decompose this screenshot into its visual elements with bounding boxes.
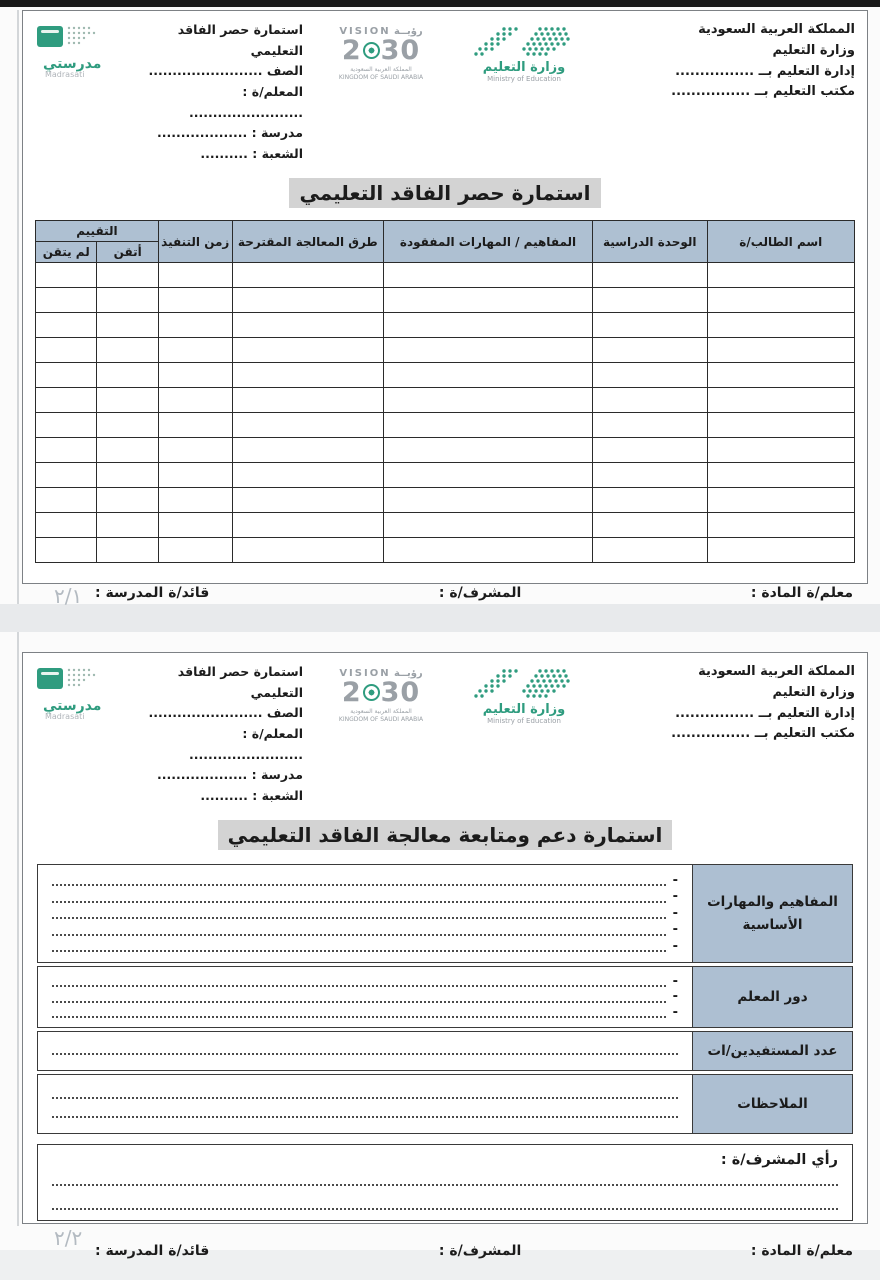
table-row: [36, 513, 855, 538]
ministry-name-arabic: وزارة التعليم: [482, 702, 566, 717]
supervisor-signature-label: المشرف/ة :: [438, 1243, 522, 1260]
section-lines: [38, 865, 692, 962]
dotted-line: [52, 1178, 838, 1186]
madrasati-book-icon: [35, 666, 113, 696]
learning-loss-inventory-table: [35, 220, 855, 563]
dotted-fill: [52, 1110, 678, 1118]
table-cell: [158, 438, 232, 463]
form-lines-block: [131, 662, 303, 806]
table-cell: [707, 438, 854, 463]
madrasati-logo: [35, 20, 121, 79]
table-cell: [36, 363, 97, 388]
dotted-line: [52, 938, 678, 954]
dotted-fill: [52, 911, 666, 919]
dash-bullet: -: [672, 1004, 678, 1020]
table-cell: [384, 263, 593, 288]
principal-signature-label: قائد/ة المدرسة :: [95, 1243, 210, 1260]
section-label: المفاهيم والمهارات الأساسية: [692, 865, 852, 962]
page2-header: [23, 653, 867, 806]
table-cell: [232, 263, 384, 288]
table-cell: [707, 313, 854, 338]
dash-bullet: -: [672, 938, 678, 954]
table-cell: [384, 388, 593, 413]
header-line-education-admin: إدارة التعليم بــ ................: [675, 63, 855, 79]
table-cell: [97, 363, 158, 388]
table-cell: [232, 488, 384, 513]
page-number-2: ٢/٢: [54, 1226, 83, 1250]
dotted-fill: [52, 1178, 838, 1186]
dotted-line: [52, 1004, 678, 1020]
table-cell: [97, 288, 158, 313]
dotted-fill: [52, 944, 666, 952]
column-header-treatment-methods: طرق المعالجة المقترحة: [232, 221, 384, 263]
logos-block: [303, 20, 603, 83]
page1-signature-row: [23, 585, 867, 601]
table-cell: [384, 413, 593, 438]
dotted-line: [52, 989, 678, 1005]
section-label: الملاحظات: [692, 1075, 852, 1133]
vision-label: رؤيــة VISION: [339, 668, 423, 679]
table-cell: [707, 413, 854, 438]
table-cell: [158, 413, 232, 438]
dash-bullet: -: [672, 872, 678, 888]
vision-2030-year: 2 30: [341, 677, 421, 708]
table-cell: [592, 438, 707, 463]
table-cell: [707, 263, 854, 288]
madrasati-name-english: Madrasati: [45, 70, 85, 79]
dotted-line: [52, 889, 678, 905]
teacher-signature-label: معلم/ة المادة :: [750, 585, 853, 602]
principal-signature-label: قائد/ة المدرسة :: [95, 585, 210, 602]
madrasati-book-icon: [35, 24, 113, 54]
header-line-education-admin: إدارة التعليم بــ ................: [675, 705, 855, 721]
table-cell: [232, 288, 384, 313]
table-cell: [707, 538, 854, 563]
table-cell: [384, 313, 593, 338]
section-lines: [38, 967, 692, 1027]
section-lines: [38, 1075, 692, 1133]
scan-edge-top: [0, 0, 880, 7]
table-cell: [97, 413, 158, 438]
dotted-line: [52, 905, 678, 921]
vision-kingdom-caption: المملكة العربية السعودية KINGDOM OF SAUDI ARABIA: [338, 66, 424, 82]
page1-header: [23, 11, 867, 164]
saudi-emblem-icon: [363, 684, 380, 701]
table-cell: [158, 388, 232, 413]
dotted-fill: [52, 1047, 678, 1055]
table-cell: [36, 388, 97, 413]
inventory-table-body: [36, 263, 855, 563]
vision-2030-logo: [323, 26, 439, 83]
page-number-1: ٢/١: [54, 584, 83, 608]
table-cell: [232, 438, 384, 463]
logos-block: [303, 662, 603, 725]
section-notes: [37, 1074, 853, 1134]
table-cell: [158, 288, 232, 313]
vision-2030-logo: [323, 668, 439, 725]
table-cell: [97, 463, 158, 488]
table-cell: [36, 413, 97, 438]
dotted-fill: [52, 995, 666, 1003]
dotted-line: [52, 1202, 838, 1210]
supervisor-signature-label: المشرف/ة :: [438, 585, 522, 602]
form-line-teacher: المعلم/ة : ........................: [189, 83, 303, 120]
table-cell: [384, 438, 593, 463]
table-cell: [707, 338, 854, 363]
table-cell: [158, 363, 232, 388]
dotted-line: [52, 872, 678, 888]
form-info-block: [35, 662, 303, 806]
supervisor-opinion-box: [37, 1144, 853, 1221]
table-row: [36, 413, 855, 438]
table-cell: [592, 413, 707, 438]
table-cell: [592, 513, 707, 538]
table-cell: [97, 338, 158, 363]
table-cell: [707, 488, 854, 513]
column-header-missing-concepts: المفاهيم / المهارات المفقودة: [384, 221, 593, 263]
table-row: [36, 463, 855, 488]
dotted-line: [52, 1047, 678, 1055]
table-row: [36, 263, 855, 288]
madrasati-logo: [35, 662, 121, 721]
form-line-school-section: مدرسة : ................... الشعبة : ..........: [157, 125, 303, 161]
dash-bullet: -: [672, 973, 678, 989]
table-cell: [36, 488, 97, 513]
section-label: عدد المستفيدين/ات: [692, 1032, 852, 1070]
table-cell: [232, 388, 384, 413]
section-basic-concepts: [37, 864, 853, 963]
page-title: استمارة حصر الفاقد التعليمي: [289, 178, 600, 208]
table-cell: [97, 388, 158, 413]
dash-bullet: -: [672, 889, 678, 905]
ministry-of-education-logo: [465, 26, 583, 83]
form-line-teacher: المعلم/ة : ........................: [189, 725, 303, 762]
table-cell: [97, 313, 158, 338]
ministry-name-english: Ministry of Education: [487, 717, 561, 725]
column-header-study-unit: الوحدة الدراسية: [592, 221, 707, 263]
dotted-line: [52, 922, 678, 938]
table-cell: [384, 288, 593, 313]
table-row: [36, 388, 855, 413]
table-cell: [232, 413, 384, 438]
form-line-class: الصف ........................: [148, 63, 303, 79]
table-cell: [384, 488, 593, 513]
table-row: [36, 338, 855, 363]
table-cell: [232, 338, 384, 363]
header-line-ministry: وزارة التعليم: [772, 42, 855, 58]
column-header-mastered: أتقن: [97, 242, 158, 263]
table-cell: [232, 363, 384, 388]
government-header-block: [603, 20, 855, 103]
page2-signature-row: [23, 1243, 867, 1259]
header-line-country: المملكة العربية السعودية: [698, 664, 855, 679]
ministry-dots-icon: [474, 668, 574, 701]
column-header-student-name: اسم الطالب/ة: [707, 221, 854, 263]
madrasati-name-english: Madrasati: [45, 712, 85, 721]
dash-bullet: -: [672, 905, 678, 921]
form-line-title: استمارة حصر الفاقد التعليمي: [177, 22, 303, 58]
dotted-fill: [52, 895, 666, 903]
table-row: [36, 363, 855, 388]
form-line-class: الصف ........................: [148, 705, 303, 721]
dotted-fill: [52, 1091, 678, 1099]
form-lines-block: [131, 20, 303, 164]
table-cell: [36, 288, 97, 313]
dotted-fill: [52, 878, 666, 886]
table-cell: [97, 488, 158, 513]
dotted-line: [52, 1091, 678, 1099]
table-cell: [158, 463, 232, 488]
ministry-name-english: Ministry of Education: [487, 75, 561, 83]
table-cell: [384, 463, 593, 488]
table-cell: [232, 463, 384, 488]
table-cell: [232, 513, 384, 538]
header-line-country: المملكة العربية السعودية: [698, 22, 855, 37]
table-cell: [592, 338, 707, 363]
column-header-evaluation: التقييم: [36, 221, 159, 242]
dotted-fill: [52, 1202, 838, 1210]
table-cell: [707, 463, 854, 488]
form-line-title: استمارة حصر الفاقد التعليمي: [177, 664, 303, 700]
dash-bullet: -: [672, 989, 678, 1005]
government-header-block: [603, 662, 855, 745]
ministry-name-arabic: وزارة التعليم: [482, 60, 566, 75]
table-cell: [97, 263, 158, 288]
section-lines: [38, 1032, 692, 1070]
section-label: دور المعلم: [692, 967, 852, 1027]
table-cell: [592, 538, 707, 563]
table-row: [36, 488, 855, 513]
table-cell: [592, 313, 707, 338]
table-cell: [707, 363, 854, 388]
table-cell: [384, 363, 593, 388]
madrasati-name-arabic: مدرستي: [43, 698, 102, 714]
page-gap-strip: [0, 604, 880, 632]
table-cell: [158, 338, 232, 363]
supervisor-opinion-label: رأي المشرف/ة :: [720, 1152, 838, 1169]
madrasati-name-arabic: مدرستي: [43, 56, 102, 72]
table-cell: [707, 513, 854, 538]
table-cell: [36, 538, 97, 563]
table-row: [36, 313, 855, 338]
table-cell: [158, 538, 232, 563]
table-cell: [232, 313, 384, 338]
table-cell: [158, 313, 232, 338]
ministry-dots-icon: [474, 26, 574, 59]
table-cell: [707, 288, 854, 313]
table-cell: [592, 363, 707, 388]
dotted-fill: [52, 979, 666, 987]
vision-label: رؤيــة VISION: [339, 26, 423, 37]
form-line-school-section: مدرسة : ................... الشعبة : ..........: [157, 767, 303, 803]
table-cell: [232, 538, 384, 563]
table-cell: [36, 463, 97, 488]
table-row: [36, 438, 855, 463]
table-cell: [592, 463, 707, 488]
section-teacher-role: [37, 966, 853, 1028]
dash-bullet: -: [672, 922, 678, 938]
teacher-signature-label: معلم/ة المادة :: [750, 1243, 853, 1260]
column-header-not-mastered: لم يتقن: [36, 242, 97, 263]
table-cell: [592, 388, 707, 413]
table-cell: [36, 313, 97, 338]
table-cell: [592, 488, 707, 513]
saudi-emblem-icon: [363, 42, 380, 59]
dotted-fill: [52, 928, 666, 936]
vision-kingdom-caption: المملكة العربية السعودية KINGDOM OF SAUDI ARABIA: [338, 708, 424, 724]
ministry-of-education-logo: [465, 668, 583, 725]
section-beneficiaries-count: [37, 1031, 853, 1071]
table-cell: [384, 538, 593, 563]
table-cell: [384, 513, 593, 538]
table-cell: [158, 513, 232, 538]
dotted-line: [52, 1110, 678, 1118]
table-row: [36, 538, 855, 563]
table-cell: [592, 288, 707, 313]
header-line-education-office: مكتب التعليم بــ ................: [671, 726, 855, 742]
table-cell: [97, 438, 158, 463]
table-cell: [158, 488, 232, 513]
page-title: استمارة دعم ومتابعة معالجة الفاقد التعليمي: [218, 820, 673, 850]
column-header-execution-time: زمن التنفيذ: [158, 221, 232, 263]
table-cell: [707, 388, 854, 413]
dotted-line: [52, 973, 678, 989]
table-cell: [36, 513, 97, 538]
support-sections: [37, 864, 853, 1134]
supervisor-opinion-lines: [52, 1178, 838, 1210]
header-line-ministry: وزارة التعليم: [772, 684, 855, 700]
table-cell: [36, 338, 97, 363]
dotted-fill: [52, 1010, 666, 1018]
table-cell: [97, 538, 158, 563]
header-line-education-office: مكتب التعليم بــ ................: [671, 84, 855, 100]
table-cell: [97, 513, 158, 538]
vision-2030-year: 2 30: [341, 35, 421, 66]
table-row: [36, 288, 855, 313]
form-info-block: [35, 20, 303, 164]
table-cell: [36, 438, 97, 463]
table-cell: [158, 263, 232, 288]
table-cell: [384, 338, 593, 363]
table-cell: [592, 263, 707, 288]
table-cell: [36, 263, 97, 288]
